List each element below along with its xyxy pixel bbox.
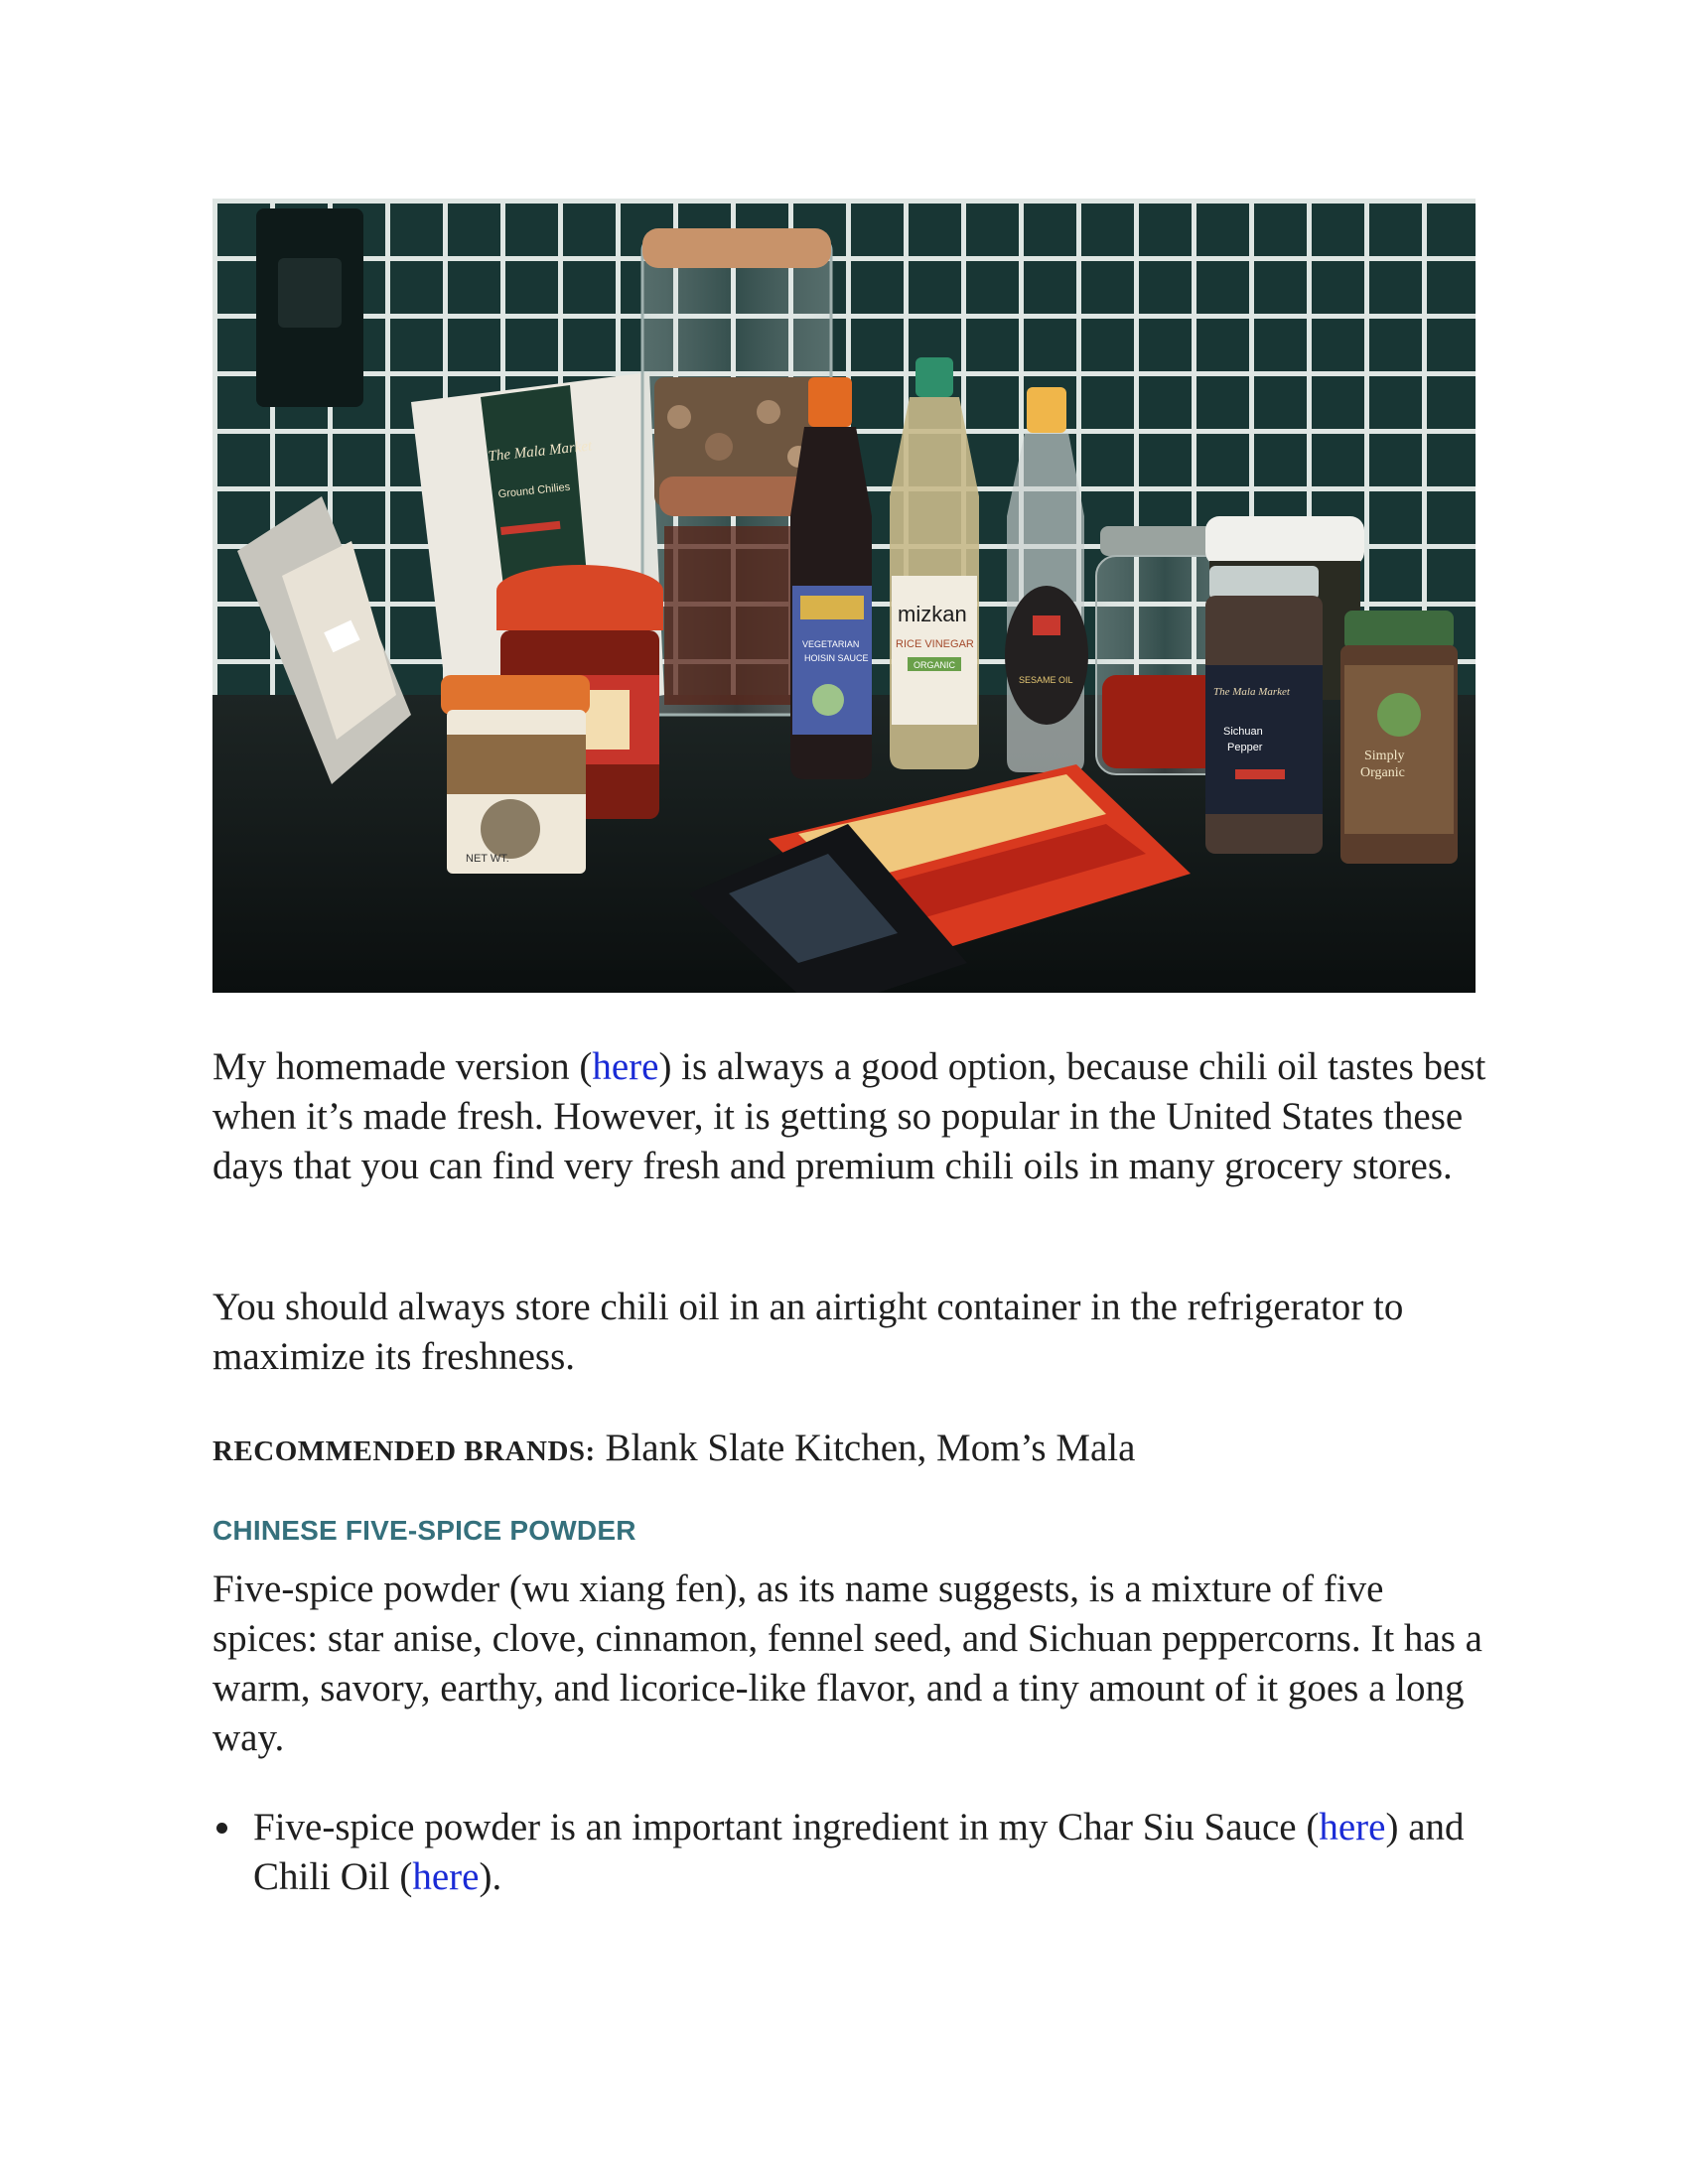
svg-text:Simply: Simply: [1364, 749, 1405, 763]
five-spice-section-heading: CHINESE FIVE-SPICE POWDER: [212, 1515, 636, 1546]
bullet-text-part1: Five-spice powder is an important ingredient in my Char Siu Sauce (: [253, 1806, 1320, 1848]
svg-text:NET WT.: NET WT.: [466, 853, 509, 865]
pantry-products-photo: [212, 199, 1476, 993]
homemade-version-link[interactable]: here: [592, 1045, 659, 1088]
pouch-product-text: Ground Chilies: [497, 480, 571, 501]
char-siu-sauce-link[interactable]: here: [1319, 1806, 1386, 1848]
svg-text:mizkan: mizkan: [898, 602, 967, 626]
svg-text:ORGANIC: ORGANIC: [914, 660, 956, 670]
paragraph-storage-tip: You should always store chili oil in an airtight container in the refrigerator to maximize its freshness.: [212, 1286, 1404, 1378]
recommended-brands-label: RECOMMENDED BRANDS:: [212, 1435, 596, 1467]
svg-text:SESAME OIL: SESAME OIL: [1019, 675, 1073, 685]
recommended-brands-line: [212, 1424, 1488, 1476]
svg-text:Sichuan: Sichuan: [1223, 726, 1263, 738]
bullet-text-part2: ) and Chili Oil (: [253, 1806, 1465, 1898]
five-spice-description: Five-spice powder (wu xiang fen), as its name suggests, is a mixture of five spices: star anise, clove, cinnamon, fennel seed, and Sichuan peppercorns. It has a warm, savory, earthy, and licorice-like flavor, and a tiny amount of it goes a long way.: [212, 1568, 1482, 1759]
five-spice-tin: [441, 675, 590, 874]
paragraph-homemade-chili-oil: [212, 1042, 1488, 1191]
recommended-brands-value: Blank Slate Kitchen, Mom’s Mala: [595, 1427, 1136, 1469]
svg-text:The Mala Market: The Mala Market: [1213, 686, 1290, 698]
svg-text:Organic: Organic: [1360, 765, 1405, 780]
svg-text:HOISIN SAUCE: HOISIN SAUCE: [804, 653, 869, 663]
chili-oil-link[interactable]: here: [412, 1855, 480, 1898]
list-item: [212, 1803, 1488, 1902]
simply-organic-jar: [1340, 611, 1458, 864]
sichuan-pepper-jar: [1205, 566, 1323, 854]
pouch-brand-text: The Mala Market: [487, 438, 593, 466]
bullet-icon: [216, 1823, 227, 1834]
paragraph1-text-start: My homemade version (: [212, 1045, 593, 1088]
svg-text:Pepper: Pepper: [1227, 742, 1263, 753]
svg-text:VEGETARIAN: VEGETARIAN: [802, 639, 860, 649]
five-spice-bullet-list: [212, 1803, 1488, 1902]
pantry-products-illustration: [212, 199, 1476, 993]
bullet-text-part3: ).: [479, 1855, 502, 1898]
paragraph1-text-end: ) is always a good option, because chili oil tastes best when it’s made fresh. However, it is getting so popular in the United States these days that you can find very fresh and premium chili oils in many grocery stores.: [212, 1045, 1486, 1187]
svg-text:RICE VINEGAR: RICE VINEGAR: [896, 638, 974, 650]
